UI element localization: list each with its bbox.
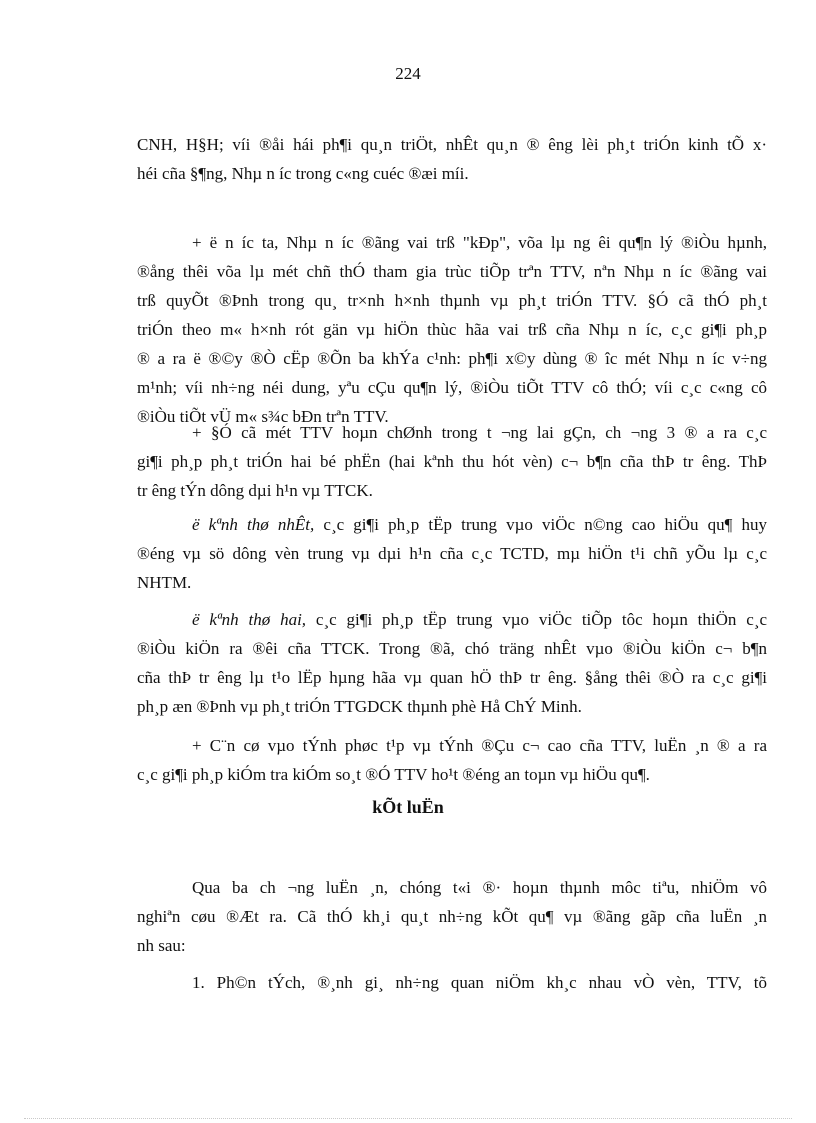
text-line: ®iÒu kiÖn ra ®êi cña TTCK. Trong ®ã, chó träng nhÊt vµo ®iÒu kiÖn c¬ b¶n	[137, 639, 767, 658]
text-line: ph¸p æn ®Þnh vµ ph¸t triÓn TTGDCK thµnh phè Hå ChÝ Minh.	[137, 697, 582, 716]
page-bottom-rule	[24, 1118, 792, 1119]
text-line: nghiªn cøu ®Æt ra. Cã thÓ kh¸i qu¸t nh÷ng kÕt qu¶ vµ ®ãng gãp cña luËn ¸n	[137, 907, 767, 926]
text-line: héi cña §¶ng, Nhµ n íc trong c«ng cuéc ®æi míi.	[137, 164, 469, 183]
section-heading: kÕt luËn	[372, 797, 444, 817]
text-line: ® a ra ë ®©y ®Ò cËp ®Õn ba khÝa c¹nh: ph¶i x©y dùng ® îc mét Nhµ n íc v÷ng	[137, 349, 767, 368]
paragraph-item-1	[137, 968, 767, 997]
text-line: c¸c gi¶i ph¸p kiÓm tra kiÓm so¸t ®Ó TTV ho¹t ®éng an toµn vµ hiÖu qu¶.	[137, 765, 650, 784]
text-line: NHTM.	[137, 573, 192, 592]
italic-lead: ë kªnh thø nhÊt,	[192, 515, 315, 534]
text-line: gi¶i ph¸p ph¸t triÓn hai bé phËn (hai kªnh thu hót vèn) c¬ b¶n cña thÞ tr êng. ThÞ	[137, 452, 767, 471]
paragraph-second-channel	[137, 605, 767, 721]
text-line: Qua ba ch ¬ng luËn ¸n, chóng t«i ®· hoµn thµnh môc tiªu, nhiÖm vô	[192, 878, 767, 897]
paragraph-first-channel	[137, 510, 767, 597]
text-line: 1. Ph©n tÝch, ®¸nh gi¸ nh÷ng quan niÖm kh¸c nhau vÒ vèn, TTV, tõ	[192, 973, 767, 992]
text-line: nh sau:	[137, 936, 186, 955]
text-line: + C¨n cø vµo tÝnh phøc t¹p vµ tÝnh ®Çu c¬ cao cña TTV, luËn ¸n ® a ra	[192, 736, 767, 755]
text-line: tr êng tÝn dông dµi h¹n vµ TTCK.	[137, 481, 373, 500]
text-line: CNH, H§H; víi ®åi hái ph¶i qu¸n triÖt, nhÊt qu¸n ® êng lèi ph¸t triÓn kinh tÕ x·	[137, 135, 767, 154]
text-line: + ë n íc ta, Nhµ n íc ®ãng vai trß "kÐp", võa lµ ng êi qu¶n lý ®iÒu hµnh,	[192, 233, 767, 252]
text-line: ë kªnh thø hai, c¸c gi¶i ph¸p tËp trung vµo viÖc tiÕp tôc hoµn thiÖn c¸c	[192, 610, 768, 629]
text-line: ë kªnh thø nhÊt, c¸c gi¶i ph¸p tËp trung vµo viÖc n©ng cao hiÖu qu¶ huy	[192, 515, 767, 534]
paragraph-market-parts	[137, 418, 767, 505]
page-number: 224	[395, 64, 421, 83]
text-line: + §Ó cã mét TTV hoµn chØnh trong t ¬ng lai gÇn, ch ¬ng 3 ® a ra c¸c	[192, 423, 767, 442]
paragraph-control	[137, 731, 767, 789]
text-line: triÓn theo m« h×nh rót gän vµ hiÖn thùc hãa vai trß cña Nhµ n íc, c¸c gi¶i ph¸p	[137, 320, 767, 339]
paragraph-state-role	[137, 228, 767, 431]
paragraph-conclusion	[137, 873, 767, 960]
text-line: m¹nh; víi nh÷ng néi dung, yªu cÇu qu¶n lý, ®iÒu tiÕt TTV cô thÓ; víi c¸c c«ng cô	[137, 378, 767, 397]
text-line: ®éng vµ sö dông vèn trung vµ dµi h¹n cña c¸c TCTD, mµ hiÖn t¹i chñ yÕu lµ c¸c	[137, 544, 767, 563]
text-line: trß quyÕt ®Þnh trong qu¸ tr×nh h×nh thµnh vµ ph¸t triÓn TTV. §Ó cã thÓ ph¸t	[137, 291, 767, 310]
paragraph-intro	[137, 130, 767, 188]
text-line: cña thÞ tr êng lµ t¹o lËp hµng hãa vµ quan hÖ thÞ tr êng. §ång thêi ®Ò ra c¸c gi¶i	[137, 668, 767, 687]
text-line: ®ång thêi võa lµ mét chñ thÓ tham gia trùc tiÕp trªn TTV, nªn Nhµ n íc ®ãng vai	[137, 262, 767, 281]
text-line: ®iÒu tiÕt vÜ m« s¾c bÐn trªn TTV.	[137, 407, 389, 426]
italic-lead: ë kªnh thø hai,	[192, 610, 307, 629]
